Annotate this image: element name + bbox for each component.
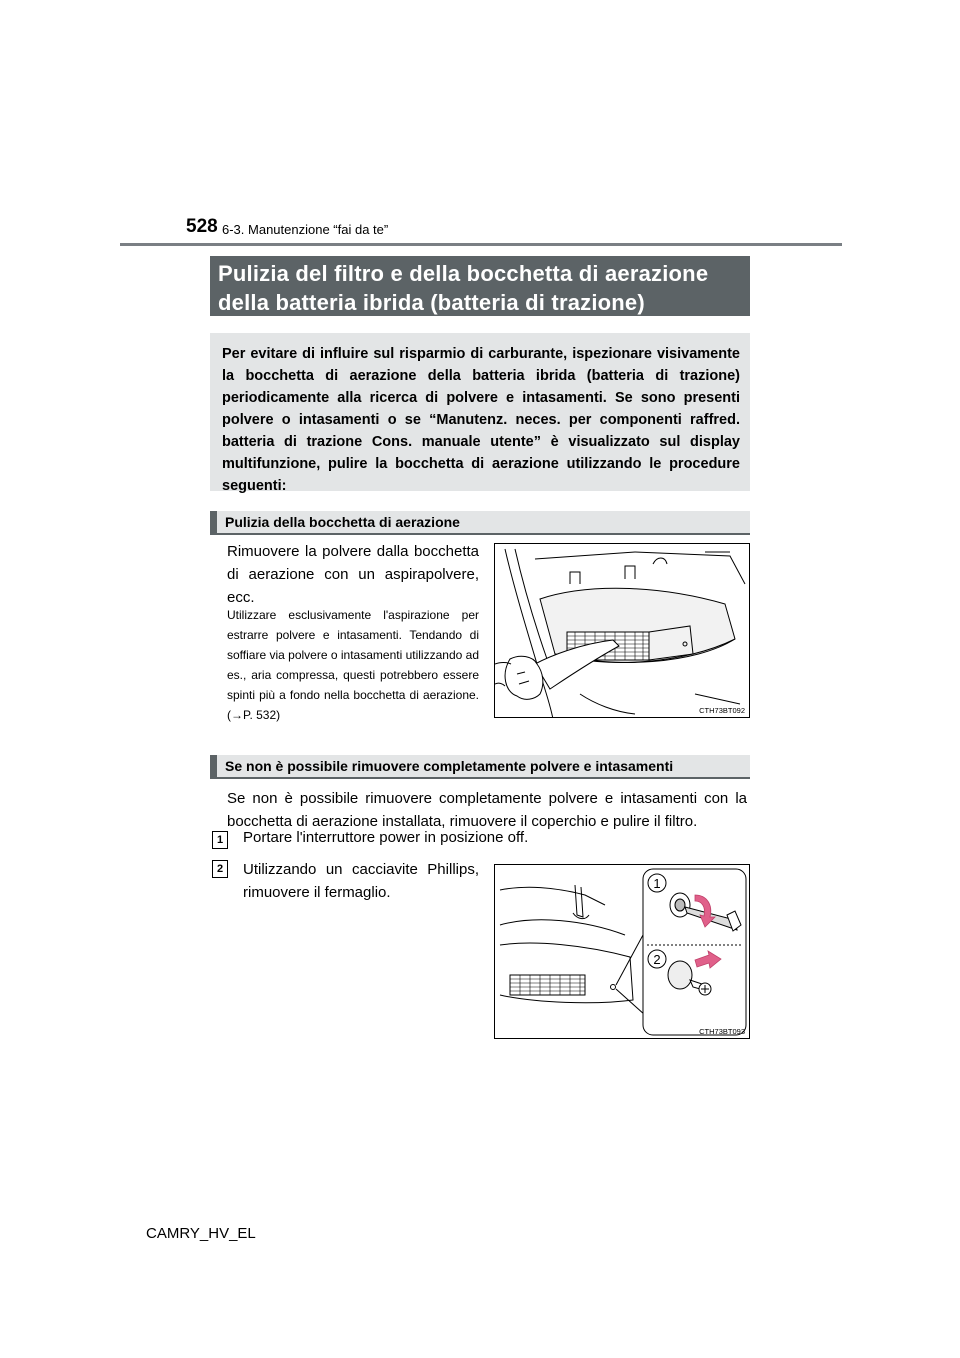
page-title (210, 256, 750, 316)
subheading-filter-cleaning: Se non è possibile rimuovere completamente polvere e intasamenti (210, 755, 750, 779)
subheading-vent-cleaning: Pulizia della bocchetta di aerazione (210, 511, 750, 535)
footer-model-code: CAMRY_HV_EL (146, 1225, 256, 1242)
figure-code-2: CTH73BT093 (699, 1027, 745, 1036)
step-2-text: Utilizzando un cacciavite Phillips, rimuovere il fermaglio. (243, 861, 479, 901)
callout-2: 2 (653, 952, 661, 967)
step-2-number: 2 (212, 860, 228, 878)
vent-cleaning-note: Utilizzare esclusivamente l'aspirazione per estrarre polvere e intasamenti. Tendando di soffiare via polvere o intasamenti utilizzando ad es., aria compressa, questi potrebbero essere spinti più a fondo nella bocchetta di aerazione. (→P. 532) (227, 608, 479, 722)
title-line-1: Pulizia del filtro e della bocchetta di aerazione (218, 261, 709, 286)
header-rule (120, 243, 842, 246)
vent-cleaning-instruction: Rimuovere la polvere dalla bocchetta di aerazione con un aspirapolvere, ecc. (227, 543, 479, 606)
vacuum-vent-illustration (494, 543, 750, 718)
section-reference: 6-3. Manutenzione “fai da te” (222, 222, 389, 237)
figure-code-1: CTH73BT092 (699, 706, 745, 715)
title-line-2: della batteria ibrida (batteria di trazione) (218, 290, 645, 315)
intro-paragraph: Per evitare di influire sul risparmio di carburante, ispezionare visivamente la bocchetta di aerazione della batteria ibrida (batteria di trazione) periodicamente alla ricerca di polvere e intasamenti. Se sono presenti polvere o intasamenti o se “Manutenz. neces. per componenti raffred. batteria di trazione Cons. manuale utente” è visualizzato sul display multifunzione, pulire la bocchetta di aerazione utilizzando le procedure seguenti: (210, 333, 750, 491)
step-1-number: 1 (212, 831, 228, 849)
step-1-text: Portare l'interruttore power in posizione off. (243, 829, 529, 846)
callout-1: 1 (653, 876, 661, 891)
clip-removal-illustration (494, 864, 750, 1039)
page-number: 528 (186, 216, 218, 237)
vacuum-vent-drawing (495, 544, 750, 718)
clip-removal-drawing (495, 865, 750, 1039)
filter-cleaning-intro: Se non è possibile rimuovere completamente polvere e intasamenti con la bocchetta di aerazione installata, rimuovere il coperchio e pulire il filtro. (227, 790, 747, 830)
